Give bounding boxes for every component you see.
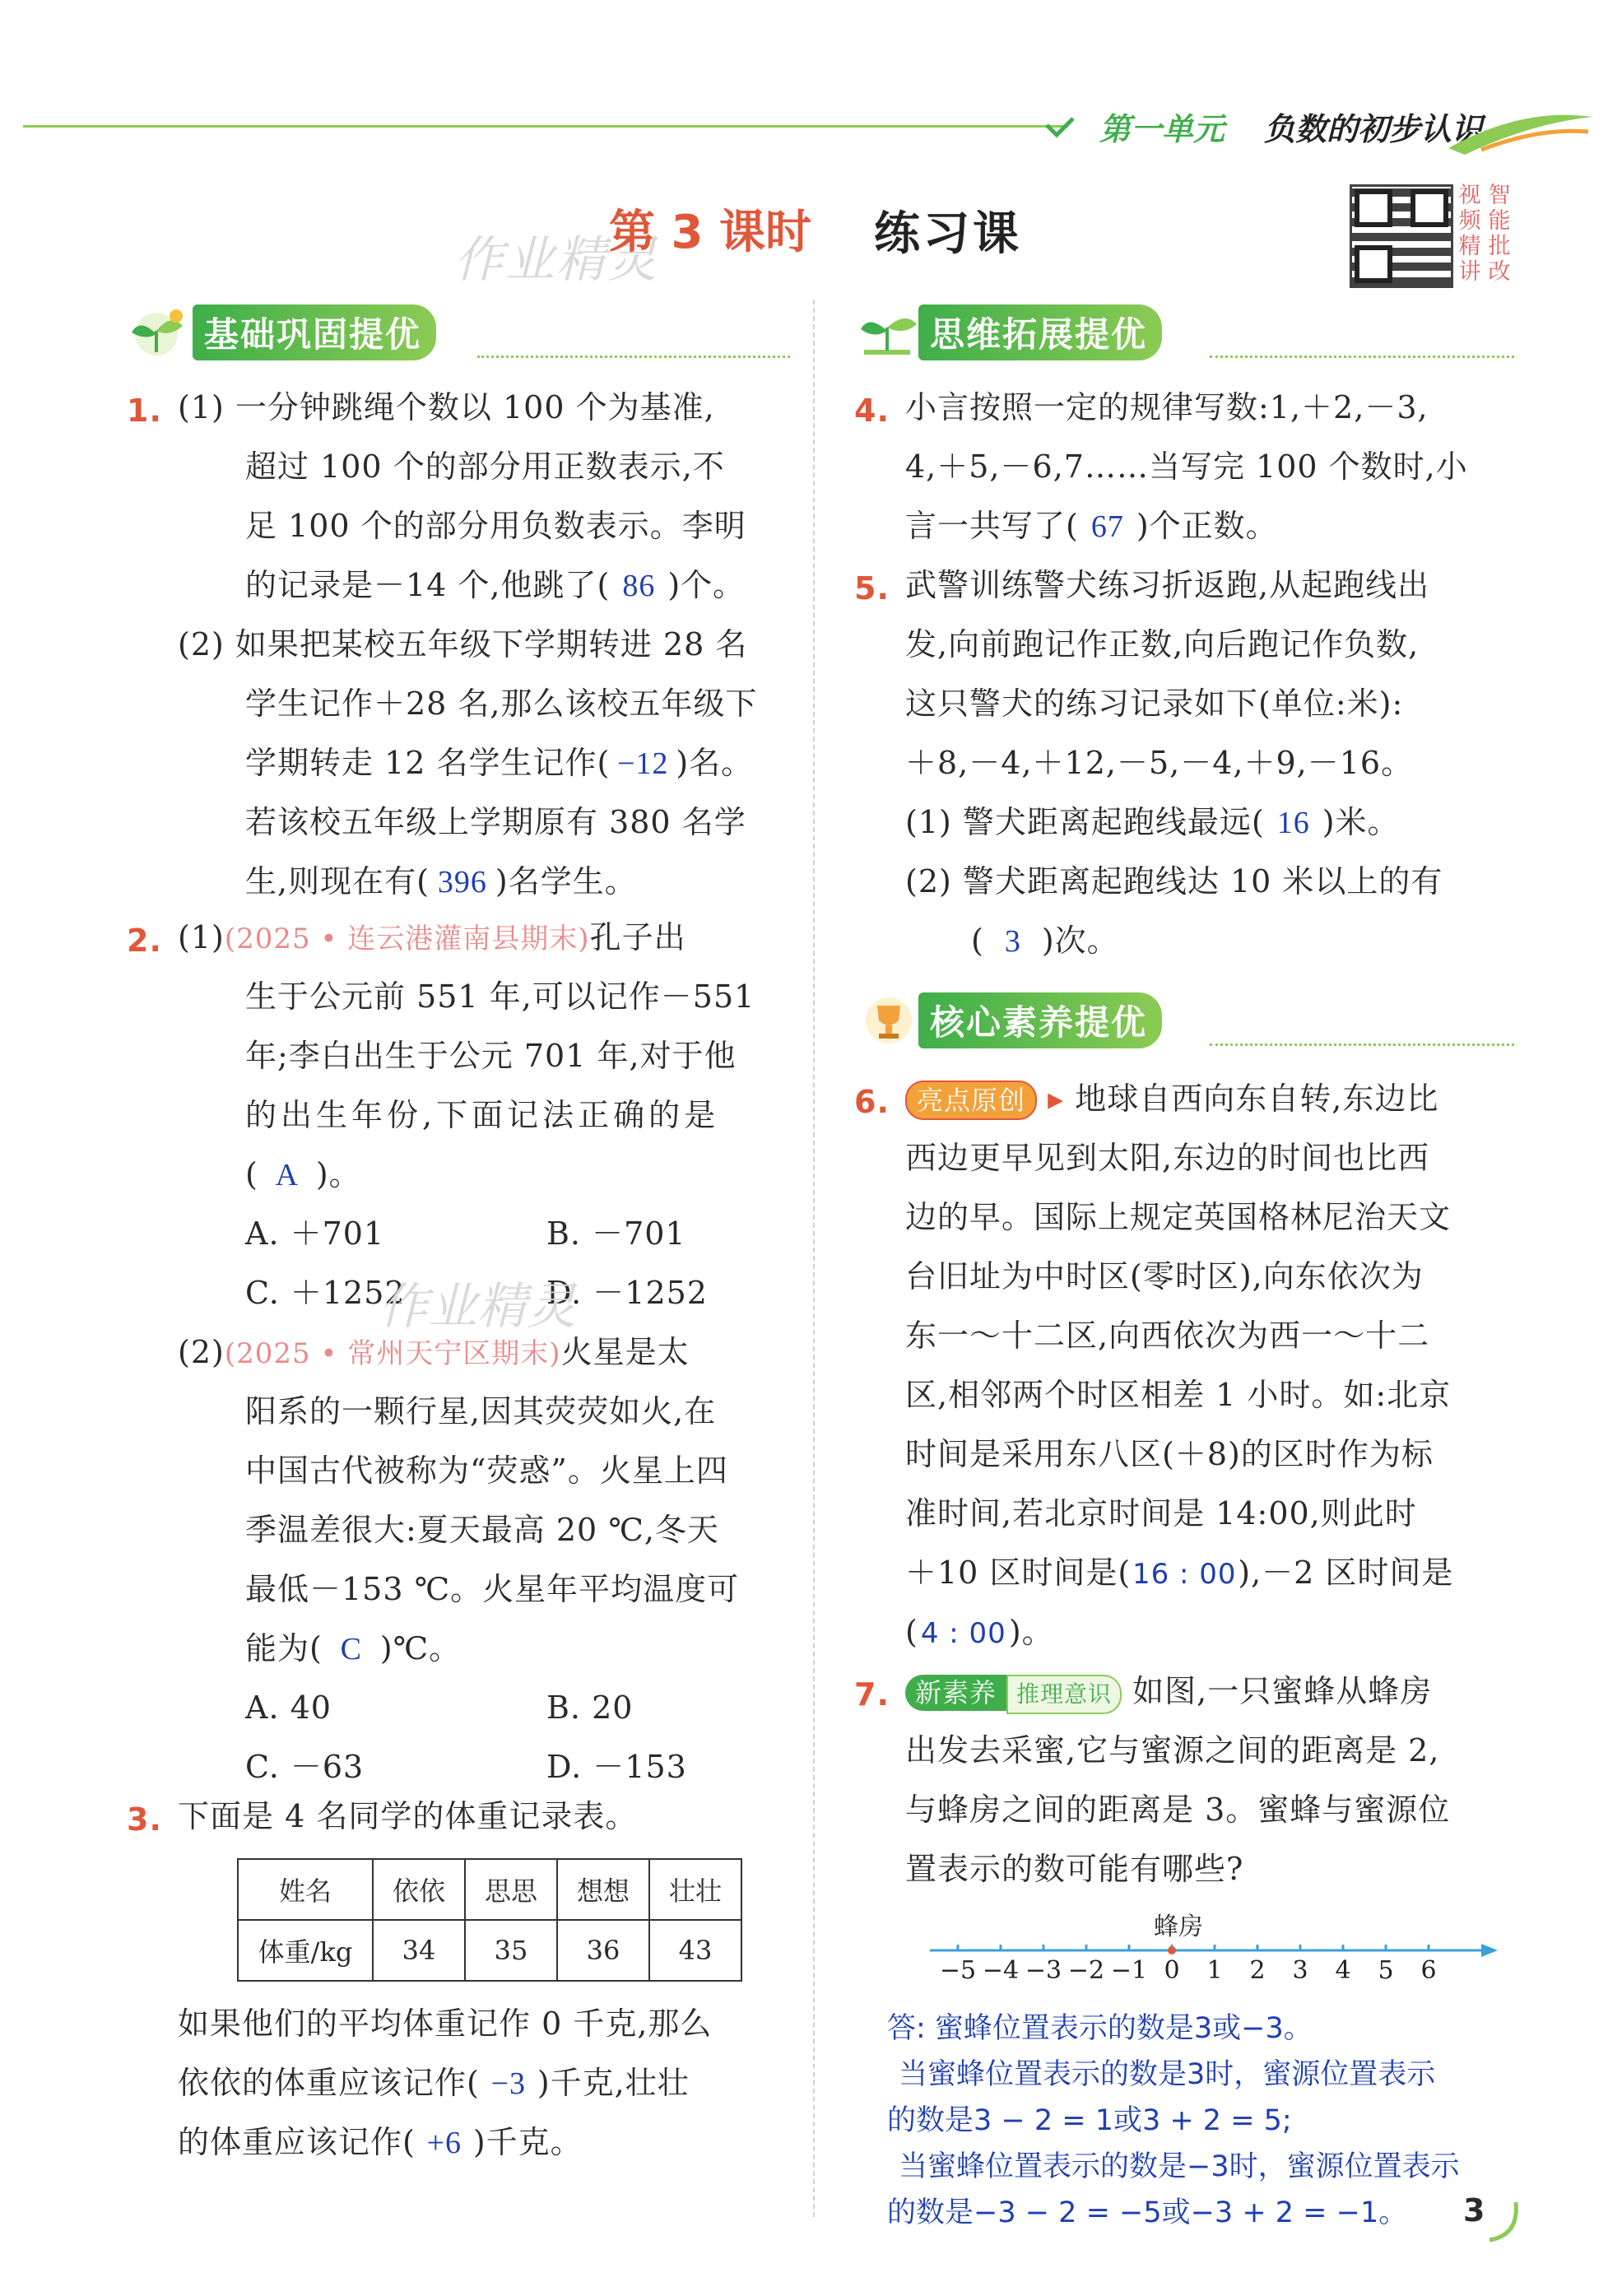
numberline-tick-label: 0 [1164,1956,1180,1985]
q1-p2-answer-a[interactable]: −12 [617,746,669,781]
q5-line3: 这只警犬的练习记录如下(单位:米): [905,686,1404,722]
q7-number: 7. [854,1676,890,1713]
numberline-tick-label: 2 [1249,1956,1266,1985]
q2-p2-option-b[interactable]: B. 20 [546,1689,634,1726]
q2-p1-option-a[interactable]: A. ＋701 [245,1215,385,1252]
q1-p2-line2: 学生记作＋28 名,那么该校五年级下 [245,686,758,722]
q2-p2-answer[interactable]: C [340,1632,362,1666]
numberline-label: 蜂房 [1154,1913,1203,1941]
numberline-tick-label: 4 [1335,1956,1351,1985]
q6-answer-b[interactable]: 4 : 00 [920,1617,1006,1650]
qr-finder-1 [1355,189,1392,227]
q6-line10: (4 : 00)。 [905,1611,1054,1654]
q3-line3: 的体重应该记作( +6 )千克。 [178,2122,583,2164]
numberline-tick-label: 1 [1206,1956,1223,1985]
q2-p2-line6: 能为( C )℃。 [245,1628,461,1670]
q4-number: 4. [854,393,890,429]
q1-p2-line3: 学期转走 12 名学生记作( −12 )名。 [245,742,753,784]
q2-p1-option-b[interactable]: B. －701 [546,1215,686,1252]
table-cell: 姓名 [238,1859,373,1920]
q2-p1-option-d[interactable]: D. －1252 [546,1275,708,1311]
q3-line2: 依依的体重应该记作( −3 )千克,壮壮 [178,2062,690,2104]
q6-line5: 东一～十二区,向西依次为西一～十二 [905,1318,1430,1354]
q5-number: 5. [854,570,890,607]
q1-p2-line5: 生,则现在有( 396 )名学生。 [245,861,637,903]
watermark: 作业精灵 [454,231,658,289]
q5-line4: ＋8,－4,＋12,－5,－4,＋9,－16。 [905,745,1414,781]
header-chapter: 负数的初步认识 [1264,111,1484,147]
q3-answer-a[interactable]: −3 [490,2066,527,2101]
q2-p2-line1: (2)(2025 • 常州天宁区期末)火星是太 [178,1334,690,1370]
q6-line2: 西边更早见到太阳,东边的时间也比西 [905,1140,1430,1176]
qr-finder-3 [1355,245,1392,283]
q4-line3: 言一共写了( 67 )个正数。 [905,505,1278,547]
section-core-rule [1210,1043,1514,1046]
page-number: 3 [1463,2192,1485,2229]
qr-side-text: 视 智 频 能 精 批 讲 改 [1458,183,1511,285]
q1-p2-line1: (2) 如果把某校五年级下学期转进 28 名 [178,626,748,662]
numberline-tick-label: 3 [1292,1956,1308,1985]
q7-answer-line5: 的数是−3 − 2 = −5或−3 + 2 = −1。 [887,2196,1408,2229]
plant-icon [856,306,922,359]
numberline-tick-label: −3 [1025,1956,1062,1985]
q1-p1-line4: 的记录是－14 个,他跳了( 86 )个。 [245,565,745,607]
header-unit: 第一单元 [1099,111,1225,147]
q2-p1-line5: ( A )。 [245,1154,361,1196]
q1-p2-line4: 若该校五年级上学期原有 380 名学 [245,804,746,840]
q7-line3: 与蜂房之间的距离是 3。蜜蜂与蜜源位 [905,1792,1451,1828]
table-cell: 35 [465,1920,557,1981]
q6-number: 6. [854,1084,890,1120]
q2-p2-line4: 季温差很大:夏天最高 20 ℃,冬天 [245,1512,719,1548]
weight-table [237,1858,742,1982]
section-thinking: 思维拓展提优 [856,306,1162,359]
header-rule [23,125,1068,128]
q1-p2-answer-b[interactable]: 396 [437,865,487,899]
q4-line1: 小言按照一定的规律写数:1,＋2,－3, [905,389,1429,425]
number-line [922,1934,1498,1992]
table-cell: 依依 [373,1859,465,1920]
q2-p1-source: (2025 • 连云港灌南县期末) [224,923,590,955]
lesson-title: 练习课 [874,207,1022,261]
table-cell: 34 [373,1920,465,1981]
q6-line7: 时间是采用东八区(＋8)的区时作为标 [905,1436,1434,1472]
q2-p2-line5: 最低－153 ℃。火星年平均温度可 [245,1571,740,1607]
q2-p1-line4: 的出生年份,下面记法正确的是 [245,1097,720,1133]
q6-answer-a[interactable]: 16 : 00 [1132,1558,1237,1591]
q5-line1: 武警训练警犬练习折返跑,从起跑线出 [905,567,1430,603]
q7-line4: 置表示的数可能有哪些? [905,1851,1244,1887]
table-cell: 壮壮 [649,1859,741,1920]
q5-p1-answer[interactable]: 16 [1276,806,1310,840]
section-basic-rule [477,356,790,358]
q2-p2-line3: 中国古代被称为“荧惑”。火星上四 [245,1452,728,1489]
q3-line1: 如果他们的平均体重记作 0 千克,那么 [178,2006,713,2042]
column-divider [813,300,815,2217]
q1-p1-line1: (1) 一分钟跳绳个数以 100 个为基准, [178,389,715,425]
q2-p1-answer[interactable]: A [275,1158,300,1192]
table-cell: 36 [557,1920,649,1981]
numberline-tick-label: −2 [1067,1956,1105,1985]
table-cell: 想想 [557,1859,649,1920]
q4-answer[interactable]: 67 [1090,509,1124,544]
q3-answer-b[interactable]: +6 [426,2126,462,2160]
q2-p1-line3: 年;李白出生于公元 701 年,对于他 [245,1038,737,1074]
q1-p1-line2: 超过 100 个的部分用正数表示,不 [245,449,725,485]
q2-p2-option-d[interactable]: D. －153 [546,1749,687,1785]
numberline-tick-label: 5 [1378,1956,1394,1985]
q6-line9: ＋10 区时间是(16 : 00),－2 区时间是 [905,1552,1453,1595]
q7-answer-line3: 的数是3 − 2 = 1或3 + 2 = 5; [887,2104,1292,2137]
q2-number: 2. [127,923,162,959]
section-core: 核心素养提优 [856,994,1162,1047]
q1-p1-line3: 足 100 个的部分用负数表示。李明 [245,508,746,544]
q4-line2: 4,＋5,－6,7……当写完 100 个数时,小 [905,449,1468,485]
q1-p1-answer[interactable]: 86 [622,569,656,603]
header-leaf-swoosh [1448,107,1596,156]
numberline-tick-label: −5 [939,1956,977,1985]
q7-line2: 出发去采蜜,它与蜜源之间的距离是 2, [905,1732,1440,1768]
numberline-tick-label: −1 [1110,1956,1148,1985]
beehive-point [1168,1946,1176,1954]
q6-line8: 准时间,若北京时间是 14:00,则此时 [905,1495,1417,1531]
q3-number: 3. [127,1801,162,1838]
q2-p2-source: (2025 • 常州天宁区期末) [224,1337,561,1370]
watermark-2: 作业精灵 [379,1278,576,1336]
section-basic: 基础巩固提优 [123,306,436,359]
q6-badge: 亮点原创 [905,1081,1037,1120]
table-row [238,1859,741,1920]
q2-p1-line1: (1)(2025 • 连云港灌南县期末)孔子出 [178,919,686,955]
q5-p2-line2: ( 3 )次。 [971,920,1119,962]
qr-finder-2 [1410,189,1448,227]
q2-p1-option-c[interactable]: C. ＋1252 [245,1275,406,1311]
q1-number: 1. [127,393,162,429]
sprout-icon [123,306,198,359]
table-cell: 43 [649,1920,741,1981]
q6-line4: 台旧址为中时区(零时区),向东依次为 [905,1258,1424,1294]
section-thinking-rule [1210,356,1514,358]
q7-badge-b: 推理意识 [1006,1675,1122,1714]
q6-line1: 亮点原创 ▸ 地球自西向东自转,东边比 [905,1078,1438,1120]
q2-p2-line2: 阳系的一颗行星,因其荧荧如火,在 [245,1393,717,1429]
q7-line1: 新素养 推理意识 如图,一只蜜蜂从蜂房 [905,1671,1432,1714]
q5-p1: (1) 警犬距离起跑线最远( 16 )米。 [905,802,1400,844]
q5-p2-line1: (2) 警犬距离起跑线达 10 米以上的有 [905,863,1443,899]
q5-p2-answer[interactable]: 3 [1004,924,1021,959]
numberline-tick-label: 6 [1420,1956,1437,1985]
q7-badge-a: 新素养 [905,1675,1006,1711]
q7-answer-line4: 当蜜蜂位置表示的数是−3时，蜜源位置表示 [899,2150,1460,2183]
q5-line2: 发,向前跑记作正数,向后跑记作负数, [905,626,1420,662]
q7-answer-line2: 当蜜蜂位置表示的数是3时，蜜源位置表示 [899,2058,1436,2091]
q2-p2-option-a[interactable]: A. 40 [245,1689,332,1726]
q3-stem: 下面是 4 名同学的体重记录表。 [178,1798,638,1834]
header-check-icon [1043,115,1076,140]
table-row [238,1920,741,1981]
q2-p2-option-c[interactable]: C. －63 [245,1749,365,1785]
numberline-tick-label: −4 [982,1956,1020,1985]
q7-answer-line1: 答: 蜜蜂位置表示的数是3或−3。 [887,2012,1313,2045]
table-cell: 思思 [465,1859,557,1920]
trophy-icon [856,994,922,1047]
page-swoosh [1473,2197,1522,2247]
lesson-number: 第 3 课时 [609,206,811,259]
q2-p1-line2: 生于公元前 551 年,可以记作－551 [245,978,755,1015]
q6-line3: 边的早。国际上规定英国格林尼治天文 [905,1199,1452,1235]
q6-line6: 区,相邻两个时区相差 1 小时。如:北京 [905,1377,1452,1413]
table-cell: 体重/kg [238,1920,373,1981]
